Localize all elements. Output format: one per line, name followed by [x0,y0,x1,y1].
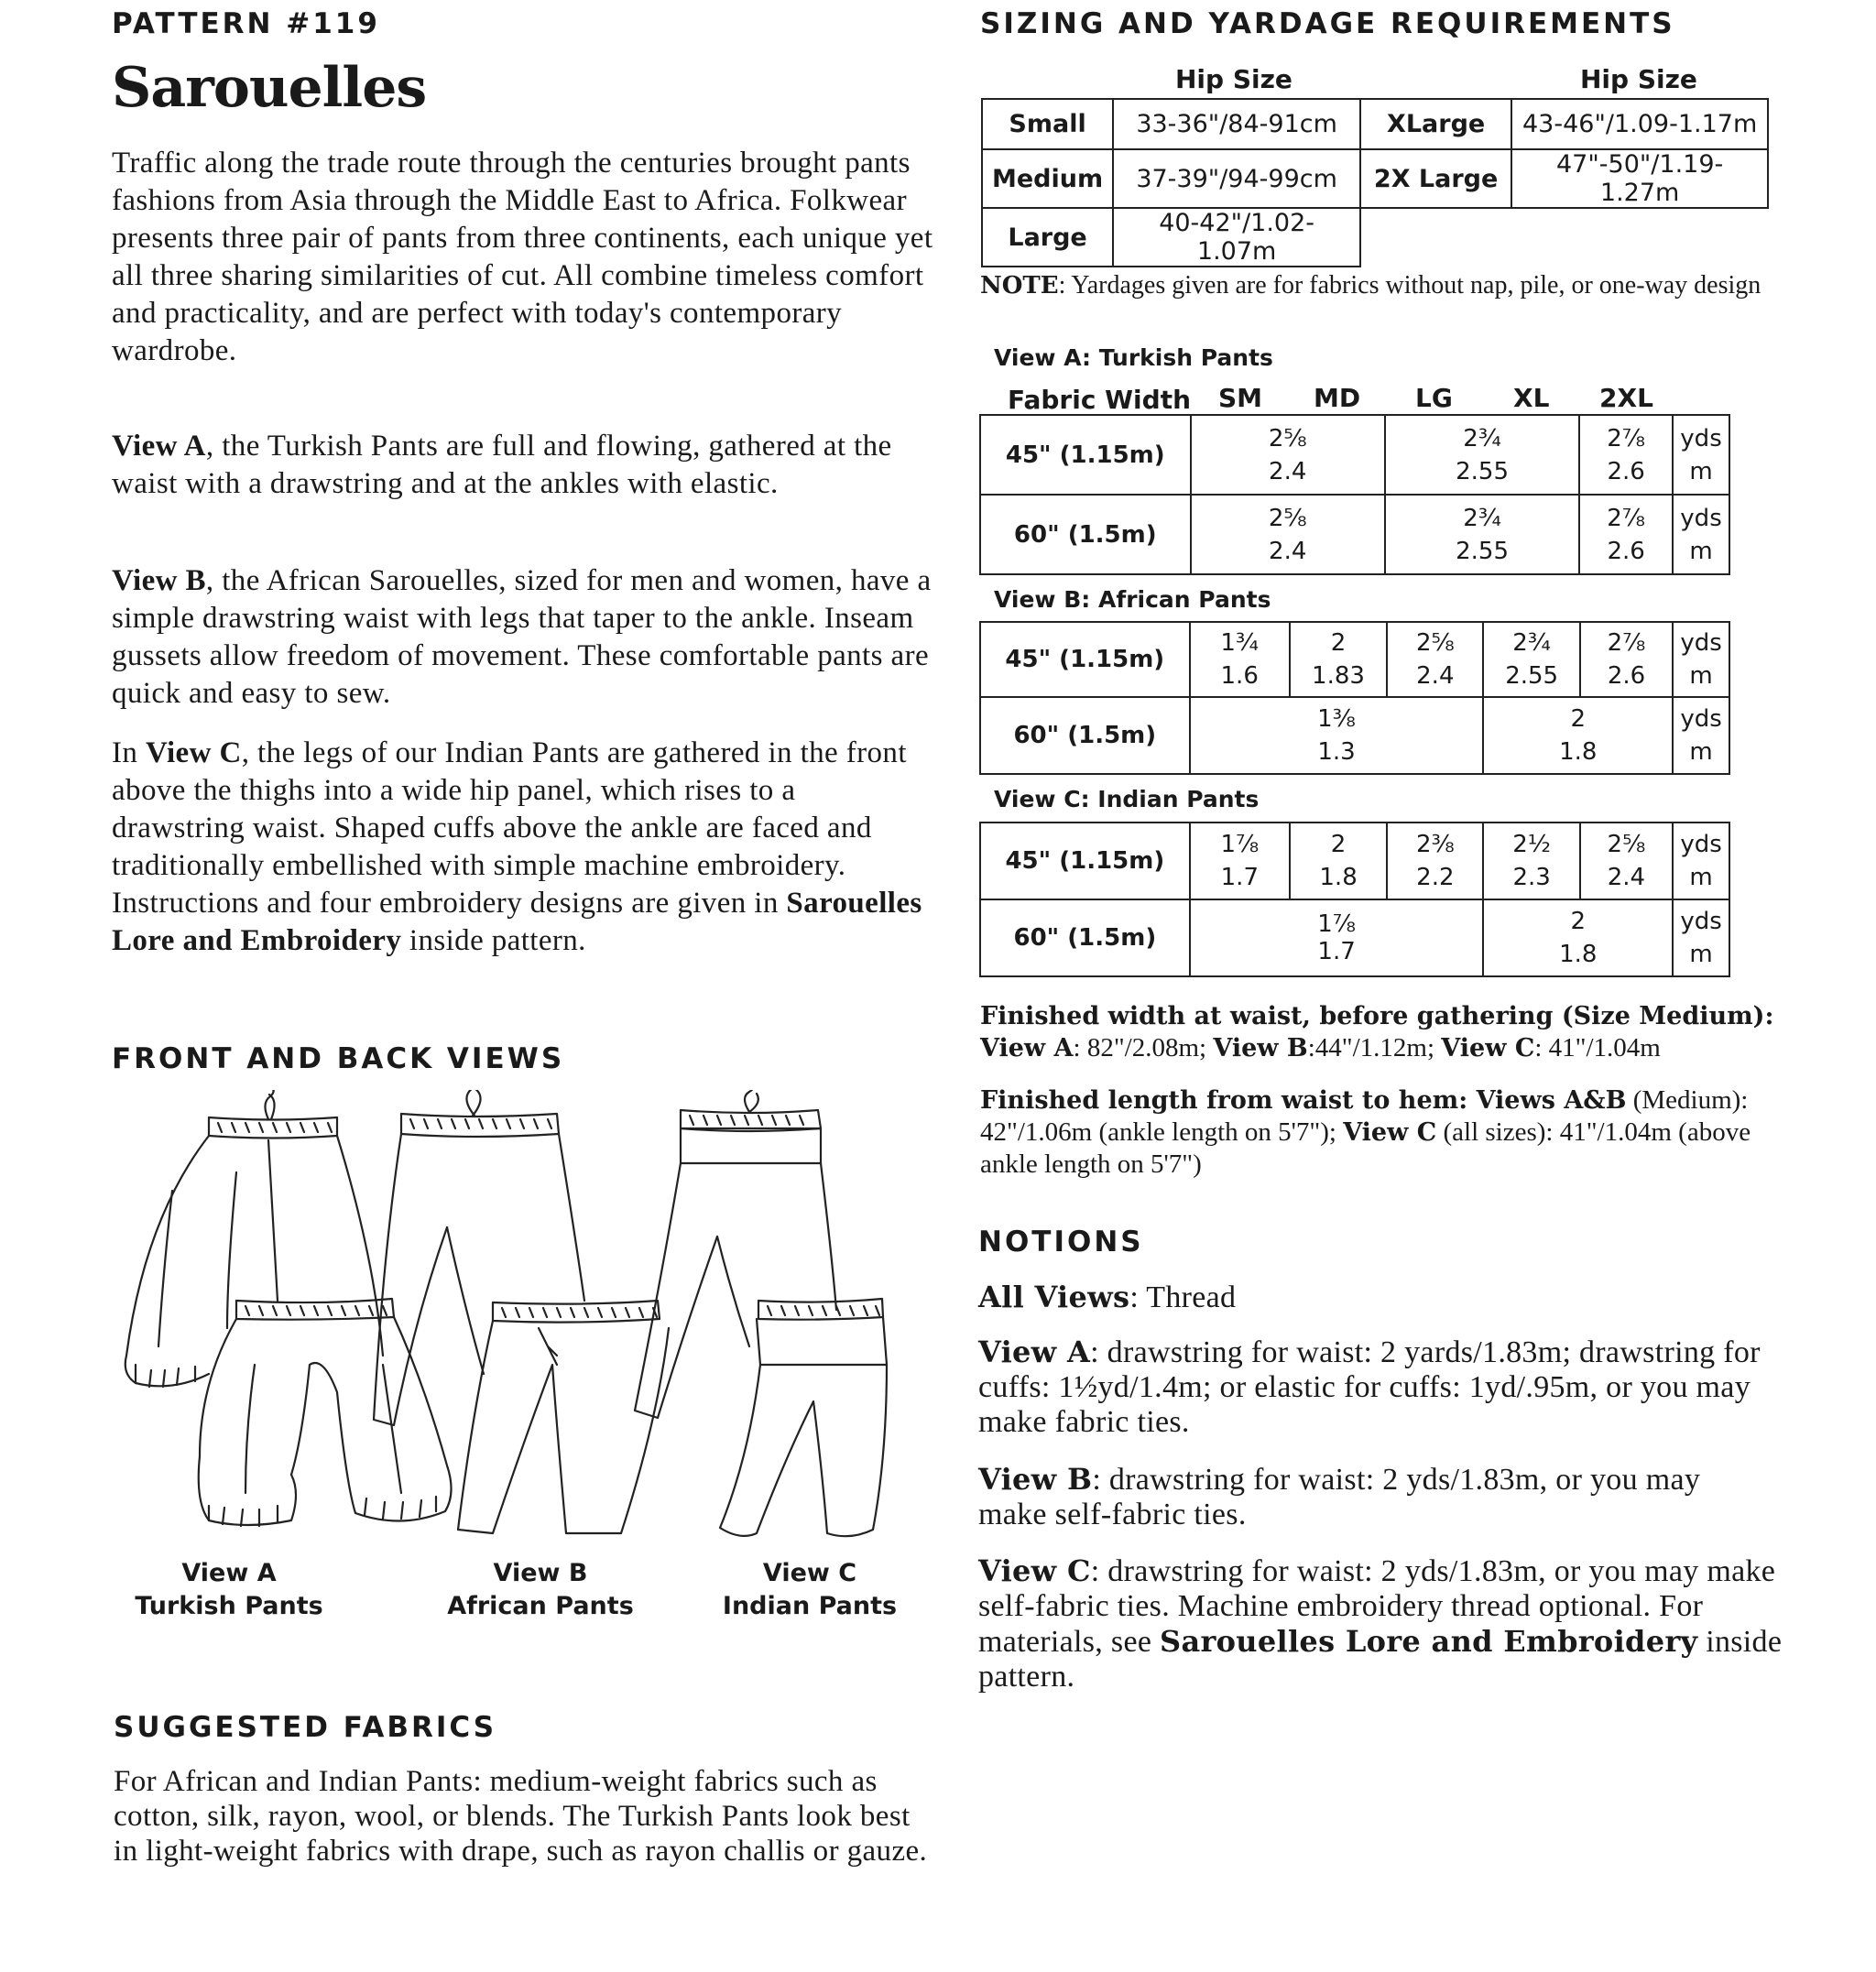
unit-yds: yds [1680,831,1722,858]
yardage-cell [1483,899,1673,976]
caption-view-b [440,1557,641,1623]
yardage-m: 1.8 [1319,864,1358,891]
note-lead: NOTE [980,272,1059,300]
yardage-cell [1290,823,1387,899]
size-label: Large [982,208,1113,267]
size-col-sm: SM [1218,383,1263,413]
hip-size-table [981,98,1769,267]
view-c-pre: In [112,736,146,769]
fabric-width: 45" (1.15m) [980,823,1190,899]
unit-m: m [1689,457,1713,485]
yardage-yd: 1⅞ [1220,831,1260,858]
yardage-m: 2.55 [1456,457,1510,485]
yardage-m: 2.55 [1456,537,1510,565]
finished-length-c: (all sizes): 41"/1.04m (above ankle length on 5'7") [980,1117,1751,1179]
pants-illustrations [108,1090,933,1548]
size-col-lg: LG [1415,383,1453,413]
size-label: 2X Large [1360,149,1511,208]
unit-m: m [1689,864,1713,891]
caption-view-a-line1: View A [181,1559,277,1587]
view-b-table-heading: View B: African Pants [994,586,1271,613]
yardage-yd: 2⅜ [1415,831,1455,858]
view-c-text: , the legs of our Indian Pants are gathered in the front above the thighs into a wide hip panel, which rises to a drawstring waist. Shaped cuffs above the ankle are faced and traditionally embellished with simple machine embroidery. Instructions and four embroidery designs are given in [112,736,907,920]
yardage-cell [1191,415,1385,495]
pattern-number: PATTERN #119 [112,7,380,40]
notions-view-c [978,1553,1784,1694]
yardage-yd: 2⅞ [1607,504,1646,532]
unit-m: m [1689,662,1713,690]
fabric-width: 60" (1.5m) [980,697,1190,774]
unit-m: m [1689,738,1713,766]
yardage-m: 2.3 [1512,864,1551,891]
yardage-m: 2.2 [1416,864,1455,891]
yardage-yd: 2 [1330,629,1347,657]
size-col-2xl: 2XL [1599,383,1653,413]
view-a-table-heading: View A: Turkish Pants [994,344,1273,371]
fabrics-paragraph: For African and Indian Pants: medium-weight fabrics such as cotton, silk, rayon, wool, or blends. The Turkish Pants look best in light-weight fabrics with drape, such as rayon challis or gauze. [114,1765,928,1868]
yardage-m: 2.6 [1607,457,1645,485]
view-b-text: , the African Sarouelles, sized for men and women, have a simple drawstring waist with legs that taper to the ankle. Inseam gussets allow freedom of movement. These comfortable pants are quick and easy to sew. [112,564,932,710]
yardage-cell [1387,622,1483,697]
unit-yds: yds [1680,705,1722,733]
fabric-width-header: Fabric Width [1008,385,1192,415]
view-a-label: View A [978,1335,1091,1369]
notions-heading: NOTIONS [978,1226,1144,1258]
table-row [980,823,1729,899]
table-row [980,697,1729,774]
yardage-yd: 2½ [1512,831,1551,858]
view-a-back-illustration [125,1090,383,1387]
yardage-yd: 2⅞ [1607,424,1646,452]
view-b-front-illustration [458,1301,669,1533]
yardage-m: 2.4 [1607,864,1646,891]
view-a-label: View A [980,1034,1074,1062]
all-views-label: All Views [978,1280,1130,1314]
fabric-width: 45" (1.15m) [980,622,1190,697]
view-c-paragraph [112,735,936,960]
finished-length-ab: (Medium): 42"/1.06m (ankle length on 5'7"); [980,1085,1749,1147]
unit-cell [1673,697,1729,774]
finished-waist-c: : 41"/1.04m [1534,1033,1661,1062]
yardage-cell [1580,823,1673,899]
yardage-m: 2.4 [1416,662,1455,690]
view-c-back-illustration [635,1090,836,1418]
size-col-xl: XL [1513,383,1550,413]
yardage-note [980,271,1786,300]
page-title: Sarouelles [112,56,427,120]
view-c-end: inside pattern. [401,924,586,957]
table-row [982,149,1768,208]
notions-all-views [978,1280,1803,1315]
view-c-label: View C [1441,1034,1535,1062]
unit-cell [1673,495,1729,574]
yardage-cell [1385,495,1579,574]
yardage-m: 2.6 [1607,662,1646,690]
caption-view-b-line1: View B [493,1559,588,1587]
hip-size-header-2: Hip Size [1580,64,1697,94]
yardage-cell [1290,622,1387,697]
view-c-table-heading: View C: Indian Pants [994,786,1260,812]
unit-yds: yds [1680,424,1722,452]
table-row [980,899,1729,976]
empty-cell [1511,208,1768,267]
yardage-yd: 2 [1570,908,1587,935]
view-b-paragraph [112,562,936,713]
notion-a-text: : drawstring for waist: 2 yards/1.83m; drawstring for cuffs: 1½yd/1.4m; or elastic for cuffs: 1yd/.95m, or you may make fabric ties. [978,1335,1761,1439]
yardage-m: 1.8 [1559,941,1598,968]
unit-yds: yds [1680,504,1722,532]
view-c-lead: View C [145,736,242,769]
intro-paragraph: Traffic along the trade route through the centuries brought pants fashions from Asia through the Middle East to Africa. Folkwear presents three pair of pants from three continents, each unique yet all three sharing similarities of cut. All combine timeless comfort and practicality, and are perfect with today's contemporary wardrobe. [112,147,933,367]
yardage-yd: 1⅜ [1317,705,1356,733]
notion-c-book-title: Sarouelles Lore and Embroidery [1160,1624,1698,1659]
caption-view-b-line2: African Pants [447,1592,634,1620]
front-back-heading: FRONT AND BACK VIEWS [112,1042,565,1075]
yardage-m: 2.4 [1269,537,1307,565]
fabric-width: 45" (1.15m) [980,415,1191,495]
hip-value: 37-39"/94-99cm [1113,149,1360,208]
yardage-cell [1580,622,1673,697]
empty-cell [1360,208,1511,267]
yardage-yd: 2¾ [1463,424,1501,452]
yardage-m: 1.6 [1220,662,1259,690]
yardage-cell [1190,697,1484,774]
yardage-yd: 1⅞ [1317,910,1356,938]
fabric-width: 60" (1.5m) [980,899,1190,976]
yardage-yd: 2⅝ [1268,424,1307,452]
view-a-lead: View A [112,430,206,463]
hip-value: 47"-50"/1.19-1.27m [1511,149,1768,208]
yardage-yd: 2 [1330,831,1347,858]
yardage-cell [1579,495,1673,574]
yardage-yd: 2⅞ [1607,629,1646,657]
caption-view-a-line2: Turkish Pants [135,1592,323,1620]
yardage-cell [1483,823,1579,899]
caption-view-a [128,1557,330,1623]
unit-cell [1673,899,1729,976]
caption-view-c-line2: Indian Pants [722,1592,898,1620]
hip-value: 43-46"/1.09-1.17m [1511,99,1768,149]
yardage-yd: 2 [1570,705,1587,733]
view-b-lead: View B [112,564,206,597]
notions-view-b [978,1462,1775,1532]
view-b-label: View B [978,1462,1093,1497]
yardage-m: 1.7 [1317,938,1356,965]
hip-size-header-1: Hip Size [1175,64,1292,94]
fabric-width: 60" (1.5m) [980,495,1191,574]
yardage-m: 1.83 [1312,662,1365,690]
notion-b-text: : drawstring for waist: 2 yds/1.83m, or you may make self-fabric ties. [978,1463,1701,1531]
view-c-label: View C [1343,1118,1437,1147]
size-label: Small [982,99,1113,149]
table-row [980,495,1729,574]
notions-view-a [978,1335,1775,1440]
finished-waist-lead: Finished width at waist, before gathering (Size Medium): [980,1002,1774,1030]
unit-cell [1673,823,1729,899]
yardage-m: 1.8 [1559,738,1598,766]
yardage-m: 2.55 [1505,662,1559,690]
table-row [980,415,1729,495]
hip-value: 33-36"/84-91cm [1113,99,1360,149]
views-ab-label: Views A&B [1476,1086,1627,1115]
view-a-front-illustration [199,1299,452,1526]
view-c-yardage-table [979,822,1730,977]
table-row [982,208,1768,267]
table-row [982,99,1768,149]
yardage-cell [1385,415,1579,495]
finished-waist-b: :44"/1.12m; [1307,1033,1442,1062]
yardage-cell [1190,622,1290,697]
finished-length-lead: Finished length from waist to hem: [980,1086,1477,1115]
yardage-yd: 2¾ [1463,504,1501,532]
view-c-label: View C [978,1553,1091,1588]
unit-m: m [1689,537,1713,565]
size-label: Medium [982,149,1113,208]
view-c-book-title: Sarouelles Lore and Embroidery [112,887,922,957]
yardage-yd: 2¾ [1512,629,1552,657]
view-a-yardage-table [979,414,1730,575]
yardage-cell [1191,495,1385,574]
note-text: : Yardages given are for fabrics without nap, pile, or one-way design [1058,271,1761,300]
yardage-cell [1190,823,1290,899]
finished-length [980,1084,1795,1180]
size-label: XLarge [1360,99,1511,149]
notion-c-text: : drawstring for waist: 2 yds/1.83m, or you may make self-fabric ties. Machine embroidery thread optional. For materials, see [978,1554,1776,1659]
all-views-text: : Thread [1129,1280,1237,1314]
unit-yds: yds [1680,908,1722,935]
yardage-yd: 2⅝ [1268,504,1307,532]
view-a-text: , the Turkish Pants are full and flowing, gathered at the waist with a drawstring and at the ankles with elastic. [112,430,892,500]
yardage-m: 2.4 [1269,457,1307,485]
unit-cell [1673,415,1729,495]
size-col-md: MD [1314,383,1361,413]
yardage-m: 2.6 [1607,537,1645,565]
caption-view-c [709,1557,911,1623]
finished-waist [980,1000,1795,1064]
finished-waist-a: : 82"/2.08m; [1073,1033,1214,1062]
table-row [980,622,1729,697]
yardage-cell [1483,622,1579,697]
yardage-m: 1.3 [1317,738,1356,766]
unit-m: m [1689,941,1713,968]
yardage-cell [1579,415,1673,495]
yardage-yd: 2⅝ [1607,831,1646,858]
unit-yds: yds [1680,629,1722,657]
unit-cell [1673,622,1729,697]
caption-view-c-line1: View C [762,1559,857,1587]
yardage-cell [1190,899,1484,976]
hip-value: 40-42"/1.02-1.07m [1113,208,1360,267]
yardage-yd: 2⅝ [1415,629,1455,657]
yardage-yd: 1¾ [1220,629,1260,657]
view-b-yardage-table [979,621,1730,775]
view-a-paragraph [112,428,936,503]
sizing-heading: SIZING AND YARDAGE REQUIREMENTS [980,7,1675,40]
notion-c-end: inside pattern. [978,1625,1783,1694]
fabrics-heading: SUGGESTED FABRICS [114,1711,497,1744]
yardage-cell [1387,823,1483,899]
yardage-cell [1483,697,1673,774]
view-b-label: View B [1213,1034,1308,1062]
yardage-m: 1.7 [1220,864,1259,891]
